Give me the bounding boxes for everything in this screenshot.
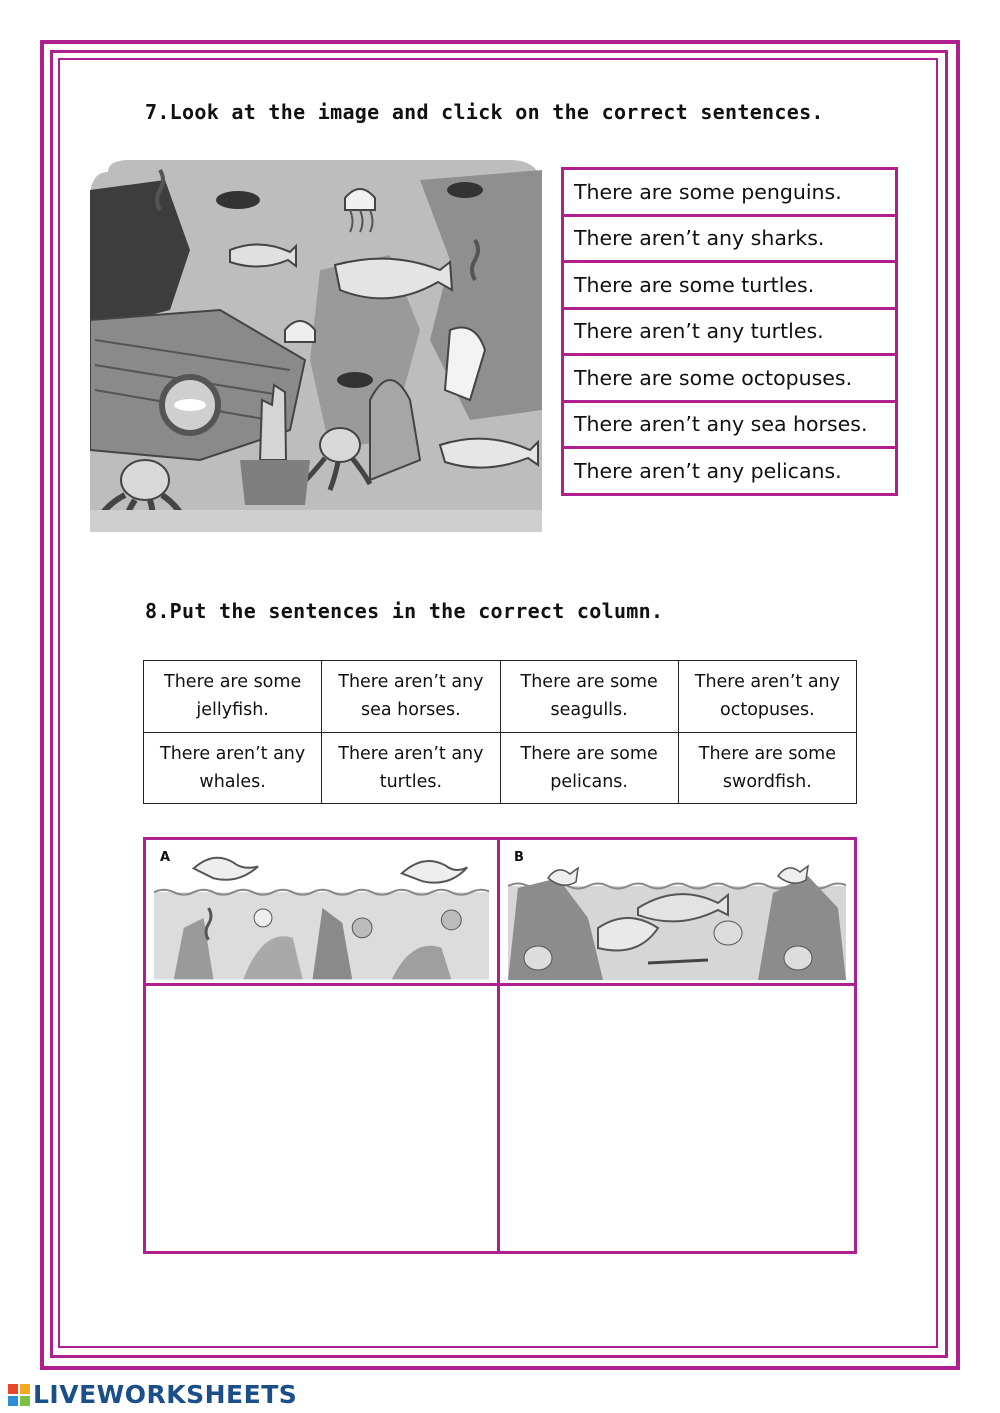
table-row (144, 732, 857, 804)
draggable-sentence[interactable]: There aren’t any turtles. (322, 732, 500, 804)
option-penguins[interactable]: There are some penguins. (564, 170, 895, 217)
sorting-columns (143, 837, 857, 1254)
option-no-turtles[interactable]: There aren’t any turtles. (564, 310, 895, 357)
option-sharks[interactable]: There aren’t any sharks. (564, 217, 895, 264)
draggable-sentence[interactable]: There are some swordfish. (678, 732, 856, 804)
column-a-label: A (160, 850, 171, 865)
column-b-header (500, 840, 854, 986)
draggable-sentence[interactable]: There aren’t any octopuses. (678, 661, 856, 733)
exercise-8-heading: 8.Put the sentences in the correct column. (145, 599, 664, 623)
scene-a-image (154, 848, 489, 980)
exercise-7-heading: 7.Look at the image and click on the correct sentences. (145, 100, 824, 124)
brand-name: LIVEWORKSHEETS (33, 1380, 298, 1409)
option-some-turtles[interactable]: There are some turtles. (564, 263, 895, 310)
liveworksheets-logo (8, 1380, 297, 1409)
sentence-bank (143, 660, 857, 804)
draggable-sentence[interactable]: There aren’t any whales. (144, 732, 322, 804)
draggable-sentence[interactable]: There are some jellyfish. (144, 661, 322, 733)
sentence-options (561, 167, 898, 496)
option-octopuses[interactable]: There are some octopuses. (564, 356, 895, 403)
draggable-sentence[interactable]: There are some pelicans. (500, 732, 678, 804)
table-row (144, 661, 857, 733)
option-sea-horses[interactable]: There aren’t any sea horses. (564, 403, 895, 450)
scene-b-image (508, 848, 846, 980)
draggable-sentence[interactable]: There are some seagulls. (500, 661, 678, 733)
option-pelicans[interactable]: There aren’t any pelicans. (574, 458, 842, 483)
column-a-drop-zone[interactable] (146, 986, 500, 1251)
column-b-drop-zone[interactable] (500, 986, 854, 1251)
logo-mark-icon (8, 1384, 30, 1406)
draggable-sentence[interactable]: There aren’t any sea horses. (322, 661, 500, 733)
underwater-scene-image (90, 160, 542, 532)
column-a-header (146, 840, 500, 986)
column-b-label: B (514, 850, 524, 865)
